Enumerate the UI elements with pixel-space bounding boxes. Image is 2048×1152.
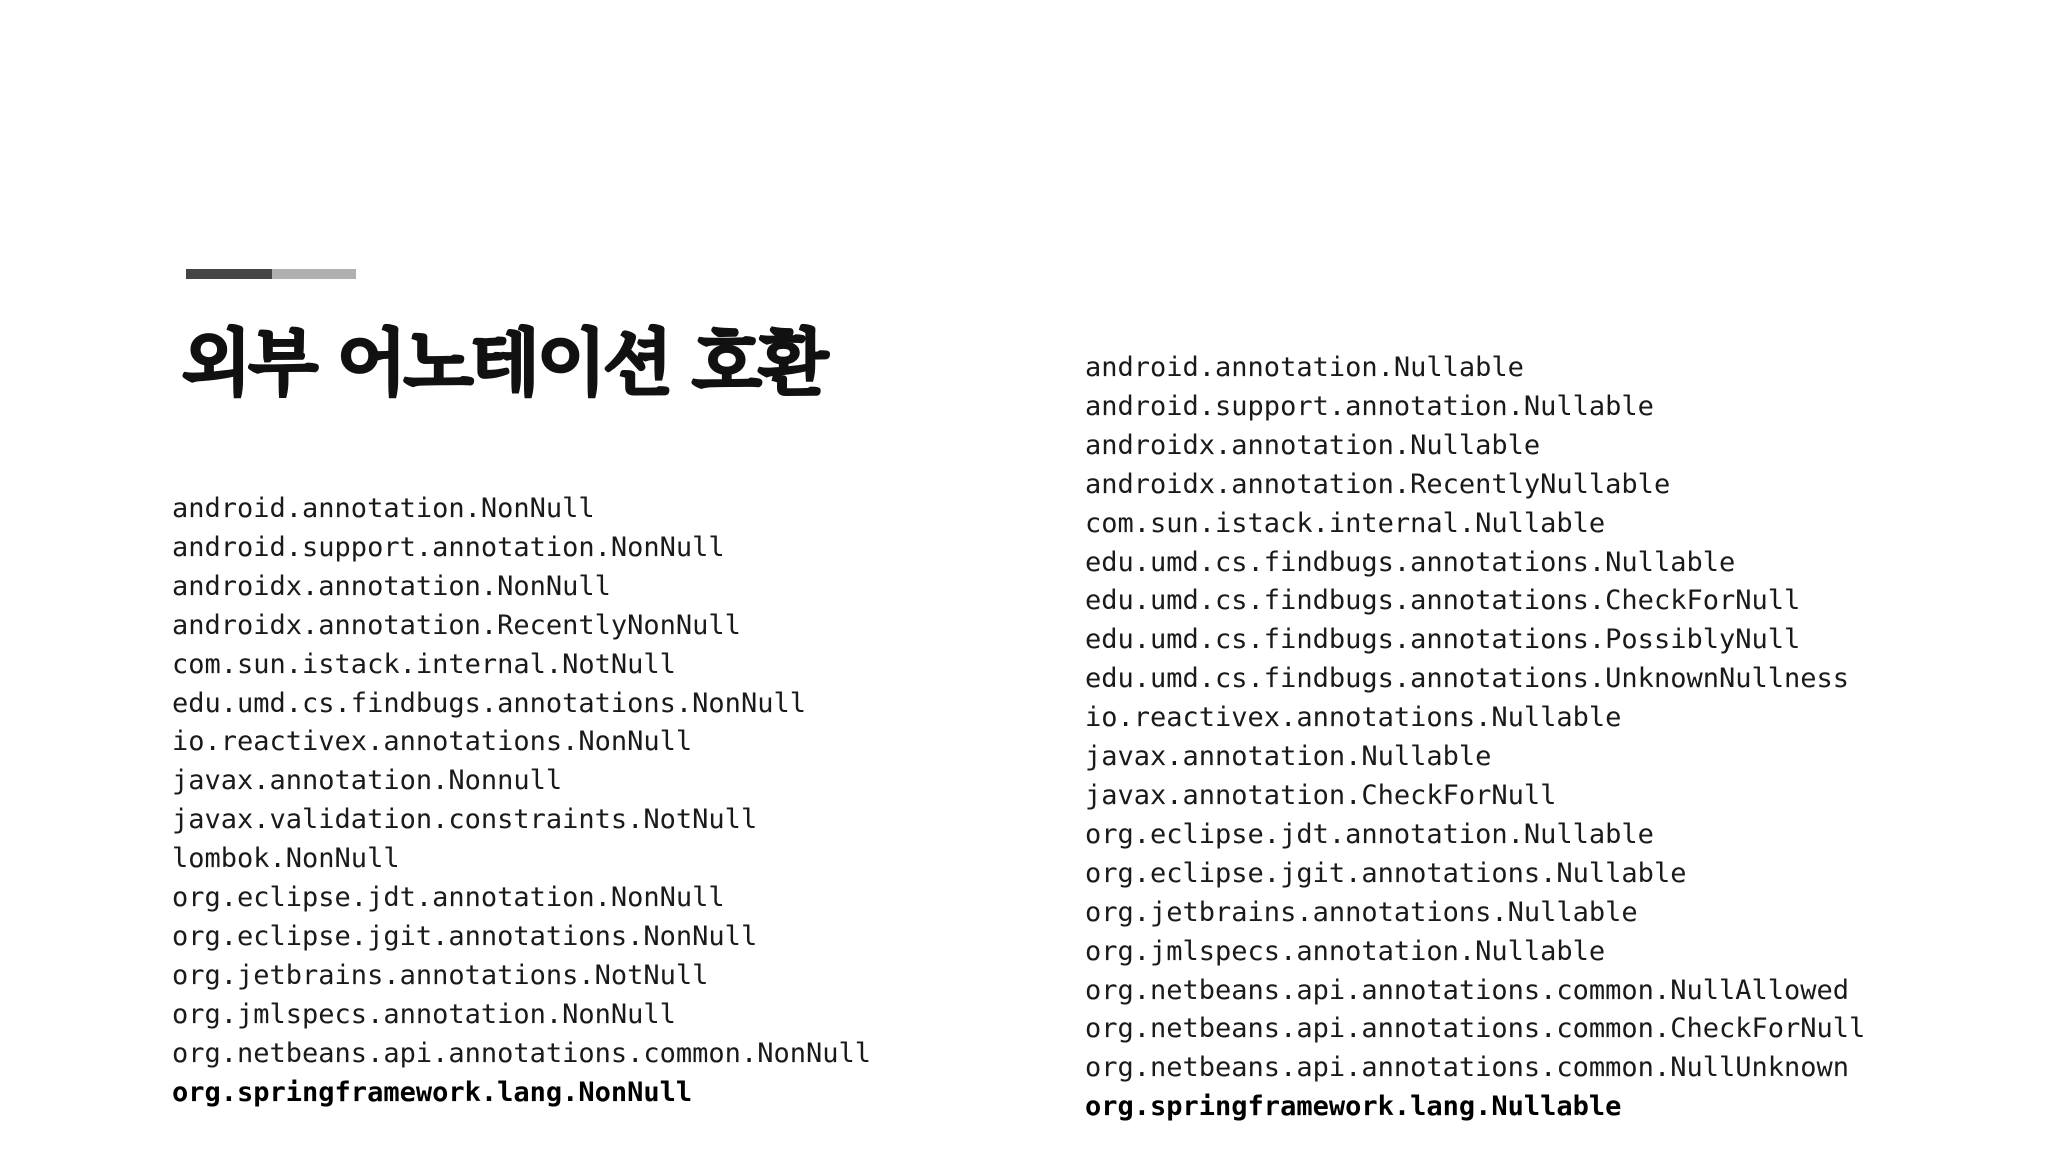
nullable-annotation-item: org.netbeans.api.annotations.common.NullAllowed [1085, 974, 1850, 1006]
nonnull-annotation-item: javax.annotation.Nonnull [172, 765, 563, 797]
nullable-annotation-item: javax.annotation.CheckForNull [1085, 779, 1557, 811]
nonnull-annotation-item: io.reactivex.annotations.NonNull [172, 726, 693, 758]
nonnull-annotation-item: org.jetbrains.annotations.NotNull [172, 959, 709, 991]
accent-bar-light-segment [272, 269, 356, 279]
nullable-annotation-item: android.annotation.Nullable [1085, 352, 1524, 383]
nullable-annotation-item: org.netbeans.api.annotations.common.NullUnknown [1085, 1052, 1850, 1084]
nonnull-annotation-item: org.eclipse.jgit.annotations.NonNull [172, 920, 758, 952]
nonnull-annotation-item: org.eclipse.jdt.annotation.NonNull [172, 882, 725, 914]
nullable-annotation-item: org.jmlspecs.annotation.Nullable [1085, 935, 1606, 967]
nonnull-annotation-item: edu.umd.cs.findbugs.annotations.NonNull [172, 687, 806, 719]
nullable-annotation-item: android.support.annotation.Nullable [1085, 390, 1654, 422]
nonnull-annotation-item: com.sun.istack.internal.NotNull [172, 648, 676, 680]
nullable-annotation-item: org.eclipse.jdt.annotation.Nullable [1085, 818, 1654, 850]
nonnull-annotation-item: org.netbeans.api.annotations.common.NonNull [172, 1037, 871, 1069]
nullable-annotation-item: androidx.annotation.RecentlyNullable [1085, 468, 1671, 500]
nonnull-annotation-item: lombok.NonNull [172, 843, 400, 875]
nullable-annotation-list [1085, 349, 1865, 1127]
nullable-annotation-item: edu.umd.cs.findbugs.annotations.Nullable [1085, 546, 1736, 578]
nonnull-annotation-list [172, 490, 871, 1113]
title-accent-bar [186, 269, 356, 279]
nullable-annotation-item: io.reactivex.annotations.Nullable [1085, 702, 1622, 734]
nullable-annotation-item: com.sun.istack.internal.Nullable [1085, 507, 1606, 539]
accent-bar-dark-segment [186, 269, 272, 279]
nonnull-annotation-item: androidx.annotation.NonNull [172, 570, 611, 602]
nonnull-annotation-item: android.support.annotation.NonNull [172, 531, 725, 563]
nullable-annotation-item: androidx.annotation.Nullable [1085, 429, 1541, 461]
nullable-annotation-item: org.eclipse.jgit.annotations.Nullable [1085, 857, 1687, 889]
nonnull-annotation-item: javax.validation.constraints.NotNull [172, 804, 758, 836]
nullable-annotation-item: edu.umd.cs.findbugs.annotations.PossiblyNull [1085, 624, 1801, 656]
nonnull-annotation-item: android.annotation.NonNull [172, 493, 595, 524]
nonnull-annotation-item: org.jmlspecs.annotation.NonNull [172, 998, 676, 1030]
nonnull-annotation-item-highlighted: org.springframework.lang.NonNull [172, 1076, 693, 1108]
nonnull-annotation-item: androidx.annotation.RecentlyNonNull [172, 609, 741, 641]
nullable-annotation-item-highlighted: org.springframework.lang.Nullable [1085, 1091, 1622, 1123]
nullable-annotation-item: org.netbeans.api.annotations.common.CheckForNull [1085, 1013, 1866, 1045]
nullable-annotation-item: edu.umd.cs.findbugs.annotations.CheckForNull [1085, 585, 1801, 617]
nullable-annotation-item: org.jetbrains.annotations.Nullable [1085, 896, 1638, 928]
nullable-annotation-item: edu.umd.cs.findbugs.annotations.UnknownNullness [1085, 663, 1850, 695]
slide-title: 외부 어노테이션 호환 [182, 321, 826, 405]
nullable-annotation-item: javax.annotation.Nullable [1085, 741, 1492, 773]
